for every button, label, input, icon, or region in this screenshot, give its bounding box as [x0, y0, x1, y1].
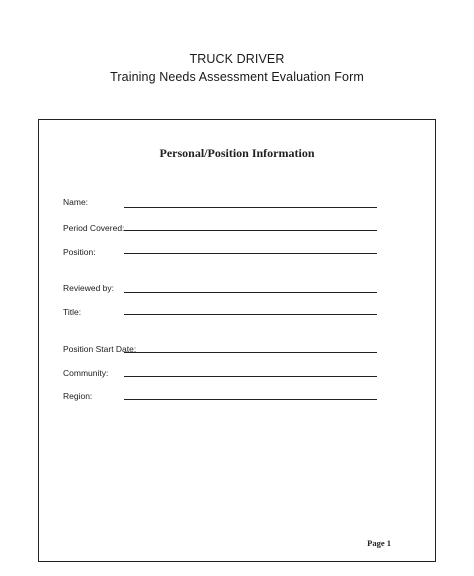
field-label-position: Position:	[63, 247, 96, 257]
field-line-name[interactable]	[124, 207, 377, 208]
field-line-position[interactable]	[124, 253, 377, 254]
document-subtitle: Training Needs Assessment Evaluation Form	[110, 70, 364, 84]
field-line-reviewed-by[interactable]	[124, 292, 377, 293]
document-title: TRUCK DRIVER	[189, 52, 285, 66]
field-label-community: Community:	[63, 368, 109, 378]
page-number: Page 1	[367, 538, 391, 548]
field-line-position-start-date[interactable]	[124, 352, 377, 353]
field-label-reviewed-by: Reviewed by:	[63, 283, 115, 293]
field-label-period-covered: Period Covered:	[63, 223, 125, 233]
field-line-period-covered[interactable]	[124, 230, 377, 231]
field-label-name: Name:	[63, 197, 89, 207]
form-box	[38, 119, 436, 562]
field-line-region[interactable]	[124, 399, 377, 400]
field-line-community[interactable]	[124, 376, 377, 377]
section-title: Personal/Position Information	[159, 146, 315, 160]
field-label-position-start-date: Position Start Date:	[63, 344, 137, 354]
field-label-region: Region:	[63, 391, 93, 401]
field-line-title[interactable]	[124, 314, 377, 315]
field-label-title: Title:	[63, 307, 82, 317]
